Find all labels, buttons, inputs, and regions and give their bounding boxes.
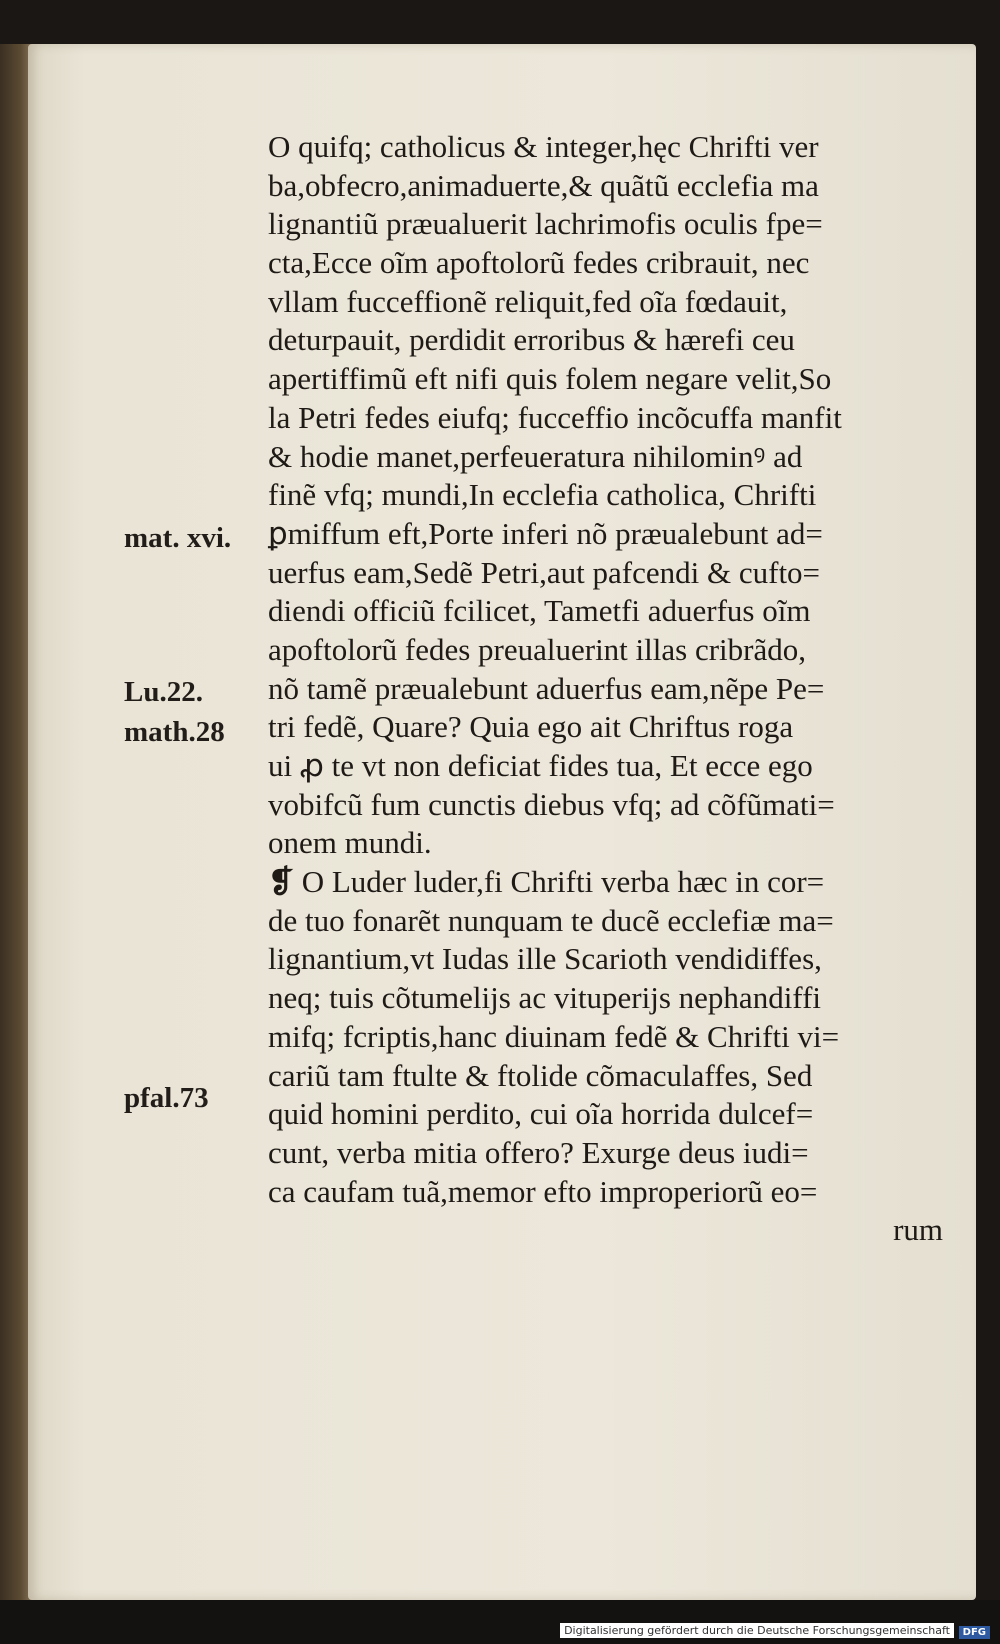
text-line: cariũ tam ftulte & ftolide cõmaculaffes, Sed (268, 1057, 813, 1093)
text-line: onem mundi. (268, 825, 432, 861)
text-line: tri fedẽ, Quare? Quia ego ait Chriftus roga (268, 709, 794, 745)
text-line: apertiffimũ eft nifi quis folem negare velit,So (268, 361, 832, 397)
text-line: diendi officiũ fcilicet, Tametfi aduerfus oĩm (268, 593, 811, 629)
dfg-logo: DFG (959, 1626, 990, 1639)
text-line: apoftolorũ fedes preualuerint illas cribrãdo, (268, 631, 806, 667)
text-line: ca caufam tuã,memor efto improperiorũ eo= (268, 1173, 818, 1209)
catchword: rum (893, 1212, 943, 1248)
text-line: la Petri fedes eiufq; fucceffio incõcuffa manfit (268, 399, 842, 435)
text-line-paragraph-start (268, 863, 943, 902)
funding-credit: Digitalisierung gefördert durch die Deutsche Forschungsgemeinschaft (560, 1623, 954, 1638)
text-line: ba,obfecro,animaduerte,& quãtũ ecclefia ma (268, 167, 819, 203)
text-line: vllam fucceffionẽ reliquit,fed oĩa fœdauit, (268, 283, 788, 319)
text-line: lignantium,vt Iudas ille Scarioth vendidiffes, (268, 941, 822, 977)
text-line: uerfus eam,Sedẽ Petri,aut pafcendi & cufto= (268, 554, 821, 590)
main-text-block (268, 128, 943, 1250)
text-line: quid homini perdito, cui oĩa horrida dulcef= (268, 1096, 814, 1132)
text-line: ui ꝓ te vt non deficiat fides tua, Et ecce ego (268, 748, 813, 783)
text-line: finẽ vfq; mundi,In ecclefia catholica, Chrifti (268, 477, 817, 513)
text-line: cunt, verba mitia offero? Exurge deus iudi= (268, 1134, 809, 1170)
text-line: cta,Ecce oĩm apoftolorũ fedes cribrauit, nec (268, 245, 810, 281)
text-line: neq; tuis cõtumelijs ac vituperijs nephandiffi (268, 980, 822, 1016)
text-line: nõ tamẽ præualebunt aduerfus eam,nẽpe Pe= (268, 670, 825, 706)
margin-note-mat-xvi: mat. xvi. (124, 522, 232, 554)
text-line: O quifq; catholicus & integer,hęc Chrifti ver (268, 129, 819, 164)
text-line: & hodie manet,perfeueratura nihilominꝰ ad (268, 438, 803, 474)
text-line: deturpauit, perdidit erroribus & hærefi ceu (268, 322, 795, 358)
text-line: ꝑmiffum eft,Porte inferi nõ præualebunt ad= (268, 515, 823, 551)
text-line: mifq; fcriptis,hanc diuinam fedẽ & Chrifti vi= (268, 1018, 840, 1054)
text-line: vobifcũ fum cunctis diebus vfq; ad cõfũmati= (268, 786, 835, 822)
margin-note-psal: pfal.73 (124, 1082, 209, 1114)
text-line: de tuo fonarẽt nunquam te ducẽ ecclefiæ ma= (268, 902, 834, 938)
paragraph-mark-icon: ❡ (268, 864, 294, 900)
text-line: lignantiũ præualuerit lachrimofis oculis fpe= (268, 206, 823, 242)
margin-note-luke: Lu.22. (124, 676, 203, 708)
text-line-content: O Luder luder,fi Chrifti verba hæc in cor= (301, 864, 825, 900)
margin-note-math: math.28 (124, 716, 225, 748)
